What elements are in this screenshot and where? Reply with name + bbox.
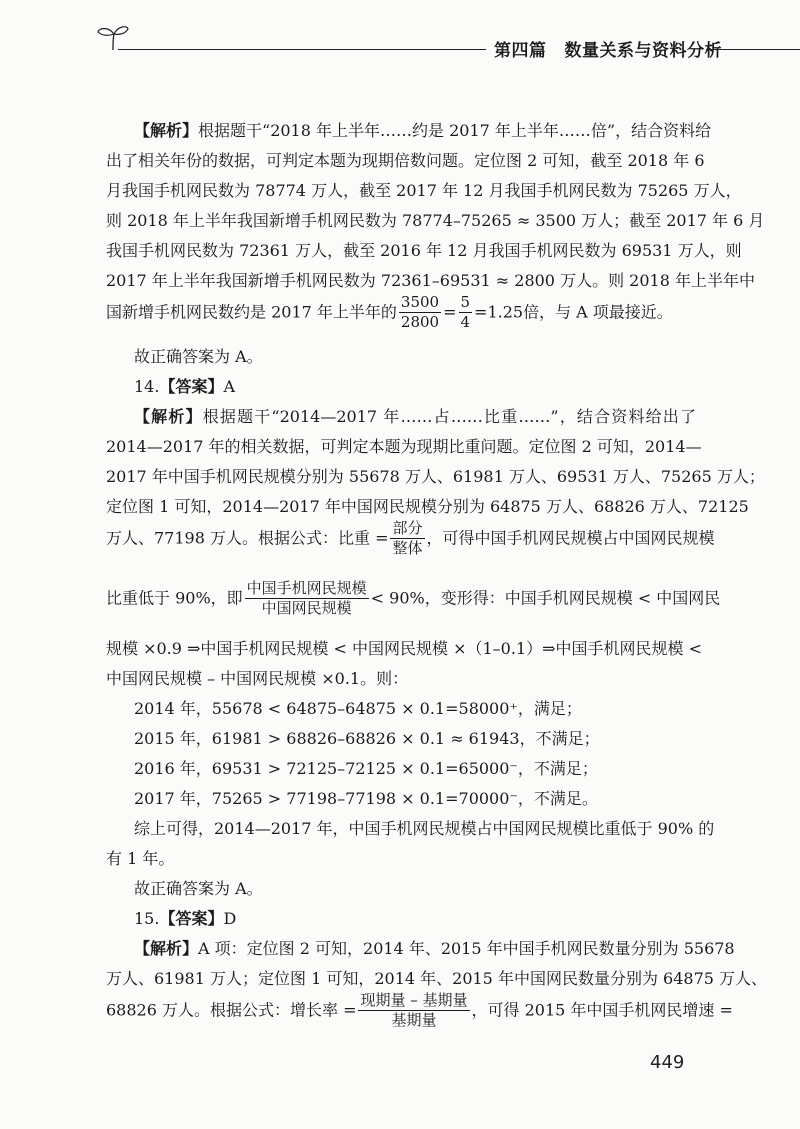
text-line: 有 1 年。	[106, 849, 175, 868]
text-span: 万人、77198 万人。根据公式：比重 =	[106, 528, 389, 548]
text-line: 故正确答案为 A。	[134, 347, 263, 366]
text-line: 月我国手机网民数为 78774 万人，截至 2017 年 12 月我国手机网民数为 75265 万人，	[106, 181, 742, 200]
page-number: 449	[650, 1052, 685, 1073]
header-section: 数量关系与资料分析	[564, 41, 722, 61]
text-line: 2014 年，55678 < 64875–64875 × 0.1=58000⁺，满足；	[134, 699, 582, 718]
text-span: < 90%，变形得：中国手机网民规模 < 中国网民	[370, 588, 721, 608]
text-line	[106, 520, 715, 558]
text-span: =	[443, 302, 457, 322]
fraction-numerator: 中国手机网民规模	[245, 580, 369, 599]
text-line: 2017 年中国手机网民规模分别为 55678 万人、61981 万人、69531 万人、75265 万人；	[106, 467, 765, 486]
fraction	[358, 992, 469, 1030]
fraction-numerator: 现期量 – 基期量	[358, 992, 469, 1011]
text-span: ，可得 2015 年中国手机网民增速 =	[471, 1000, 733, 1020]
text-span: =1.25倍，与 A 项最接近。	[474, 302, 673, 322]
page-header	[0, 0, 800, 60]
fraction-numerator: 5	[459, 294, 473, 313]
text-line: 2015 年，61981 > 68826–68826 × 0.1 ≈ 61943，不满足；	[134, 729, 600, 748]
answer-value: D	[223, 909, 237, 928]
text-span: 根据题干“2014—2017 年……占……比重……”，结合资料给出了	[202, 407, 696, 426]
fraction-numerator: 3500	[399, 294, 441, 313]
text-line	[134, 936, 735, 959]
text-line: 规模 ×0.9 ⇒中国手机网民规模 < 中国网民规模 ×（1–0.1）⇒中国手机网民规模 <	[106, 639, 703, 658]
fraction	[245, 580, 369, 618]
answer-tag: 【答案】	[159, 909, 224, 928]
fraction	[399, 294, 441, 332]
fraction	[390, 520, 424, 558]
text-line: 2016 年，69531 > 72125–72125 × 0.1=65000⁻，不满足；	[134, 759, 598, 778]
header-title	[494, 36, 722, 61]
text-line	[134, 404, 696, 427]
fraction-denominator: 整体	[392, 539, 423, 558]
text-line: 我国手机网民数为 72361 万人，截至 2016 年 12 月我国手机网民数为 69531 万人，则	[106, 241, 742, 260]
text-line: 2017 年上半年我国新增手机网民数为 72361–69531 ≈ 2800 万人。则 2018 年上半年中	[106, 271, 755, 290]
sprout-icon	[96, 22, 130, 52]
text-line: 故正确答案为 A。	[134, 879, 263, 898]
text-line: 则 2018 年上半年我国新增手机网民数为 78774–75265 ≈ 3500 万人；截至 2017 年 6 月	[106, 211, 765, 230]
text-span: 国新增手机网民数约是 2017 年上半年的	[106, 302, 397, 322]
answer-line	[134, 906, 236, 929]
text-span: 比重低于 90%，即	[106, 588, 243, 608]
answer-tag: 【答案】	[159, 377, 224, 396]
text-line: 2014—2017 年的相关数据，可判定本题为现期比重问题。定位图 2 可知，2014—	[106, 437, 702, 456]
analysis-tag: 【解析】	[134, 939, 199, 958]
text-line: 万人、61981 万人；定位图 1 可知，2014 年、2015 年中国网民数量分别为 64875 万人、	[106, 969, 768, 988]
header-rule-left	[118, 49, 486, 50]
text-line	[134, 118, 712, 141]
text-line: 定位图 1 可知，2014—2017 年中国网民规模分别为 64875 万人、68826 万人、72125	[106, 497, 749, 516]
text-line: 中国网民规模 – 中国网民规模 ×0.1。则：	[106, 669, 409, 688]
fraction-denominator: 4	[460, 313, 471, 332]
text-span: ，可得中国手机网民规模占中国网民规模	[426, 528, 715, 548]
question-number: 14.	[134, 377, 160, 396]
analysis-tag: 【解析】	[134, 407, 203, 426]
text-line	[106, 580, 720, 618]
text-span: A 项：定位图 2 可知，2014 年、2015 年中国手机网民数量分别为 55678	[198, 939, 735, 958]
fraction-denominator: 中国网民规模	[261, 599, 352, 618]
fraction-denominator: 基期量	[391, 1011, 437, 1030]
question-number: 15.	[134, 909, 160, 928]
fraction-numerator: 部分	[390, 520, 424, 539]
text-span: 68826 万人。根据公式：增长率 =	[106, 1000, 357, 1020]
text-line: 2017 年，75265 > 77198–77198 × 0.1=70000⁻，不满足。	[134, 789, 598, 808]
fraction-denominator: 2800	[400, 313, 440, 332]
text-span: 根据题干“2018 年上半年……约是 2017 年上半年……倍”，结合资料给	[198, 121, 712, 140]
header-part: 第四篇	[494, 41, 547, 61]
analysis-tag: 【解析】	[134, 121, 199, 140]
text-line	[106, 992, 733, 1030]
text-line	[106, 294, 673, 332]
answer-line	[134, 374, 235, 397]
header-rule-right	[706, 49, 800, 50]
fraction	[459, 294, 473, 332]
answer-value: A	[223, 377, 236, 396]
text-line: 综上可得，2014—2017 年，中国手机网民规模占中国网民规模比重低于 90% 的	[134, 819, 715, 838]
text-line: 出了相关年份的数据，可判定本题为现期倍数问题。定位图 2 可知，截至 2018 年 6	[106, 151, 705, 170]
